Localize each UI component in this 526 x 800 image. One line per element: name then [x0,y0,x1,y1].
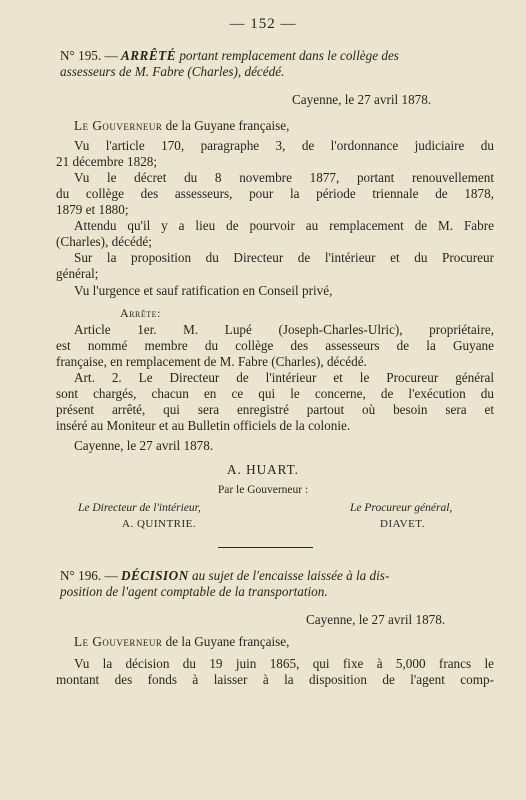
entry-196-governor-rest: de la Guyane française, [165,634,290,649]
entry-195-number: N° 195. [60,48,102,63]
entry-195-governor-line [74,118,289,134]
arrete-label: Arrête: [120,306,161,320]
entry-196-title-a: au sujet de l'encaisse laissée à la dis- [192,568,390,583]
entry-196-body-line: montant des fonds à laisser à la disposition de l'agent comp- [56,672,494,687]
signatory: A. HUART. [226,462,300,477]
entry-195-type: ARRÊTÉ [120,48,177,63]
right-signatory-title: Le Procureur général, [350,502,453,514]
entry-195-body-line: Vu l'urgence et sauf ratification en Conseil privé, [74,283,333,298]
entry-195-body-line: 21 décembre 1828; [56,154,158,169]
entry-195-body-line: général; [56,266,99,281]
entry-196-governor-label: Le Gouverneur [74,634,163,649]
article-line: sont chargés, chacun en ce qui le concerne, de l'exécution du [56,386,494,401]
article-line: française, en remplacement de M. Fabre (Charles), décédé. [56,354,367,369]
article-line: Art. 2. Le Directeur de l'intérieur et le Procureur général [74,370,494,385]
closing-date: Cayenne, le 27 avril 1878. [74,438,214,453]
page-number: — 152 — [229,16,297,32]
article-line: est nommé membre du collège des assesseurs de la Guyane [56,338,494,353]
entry-195-dateline: Cayenne, le 27 avril 1878. [292,92,432,107]
entry-195-body-line: Vu le décret du 8 novembre 1877, portant renouvellement [74,170,494,185]
entry-195-title-a: portant remplacement dans le collège des [179,48,399,63]
article-line: présent arrêté, qui sera enregistré partout où besoin sera et [56,402,494,417]
entry-195-body-line: 1879 et 1880; [56,202,129,217]
entry-195-governor-label: Le Gouverneur [74,118,163,133]
entry-196-body-line: Vu la décision du 19 juin 1865, qui fixe à 5,000 francs le [74,656,494,671]
by-governor: Par le Gouverneur : [217,484,309,496]
entry-195-body-line: Attendu qu'il y a lieu de pourvoir au remplacement de M. Fabre [74,218,494,233]
left-signatory-name: A. QUINTRIE. [122,518,197,530]
section-divider [218,547,313,548]
entry-196-title-line2: position de l'agent comptable de la transportation. [60,584,328,599]
article-line: inséré au Moniteur et au Bulletin officiels de la colonie. [56,418,351,433]
entry-195-body-line: du collège des assesseurs, pour la période triennale de 1878, [56,186,494,201]
entry-196-title-line1: N° 196. — DÉCISION au sujet de l'encaisse laissée à la dis- [60,568,390,583]
left-signatory-title: Le Directeur de l'intérieur, [78,502,201,514]
entry-195-body-line: (Charles), décédé; [56,234,152,249]
entry-195-title-line2: assesseurs de M. Fabre (Charles), décédé. [60,64,285,79]
entry-196-dateline: Cayenne, le 27 avril 1878. [306,612,446,627]
entry-195-governor-rest: de la Guyane française, [165,118,290,133]
entry-196-number: N° 196. [60,568,102,583]
entry-196-type: DÉCISION [120,568,189,583]
entry-196-governor-line [74,634,289,650]
right-signatory-name: DIAVET. [380,518,425,530]
entry-195-title-line1: N° 195. — ARRÊTÉ portant remplacement dans le collège des [60,48,399,63]
article-line: Article 1er. M. Lupé (Joseph-Charles-Ulric), propriétaire, [74,322,494,337]
entry-195-body-line: Vu l'article 170, paragraphe 3, de l'ordonnance judiciaire du [74,138,494,153]
entry-195-body-line: Sur la proposition du Directeur de l'intérieur et du Procureur [74,250,494,265]
